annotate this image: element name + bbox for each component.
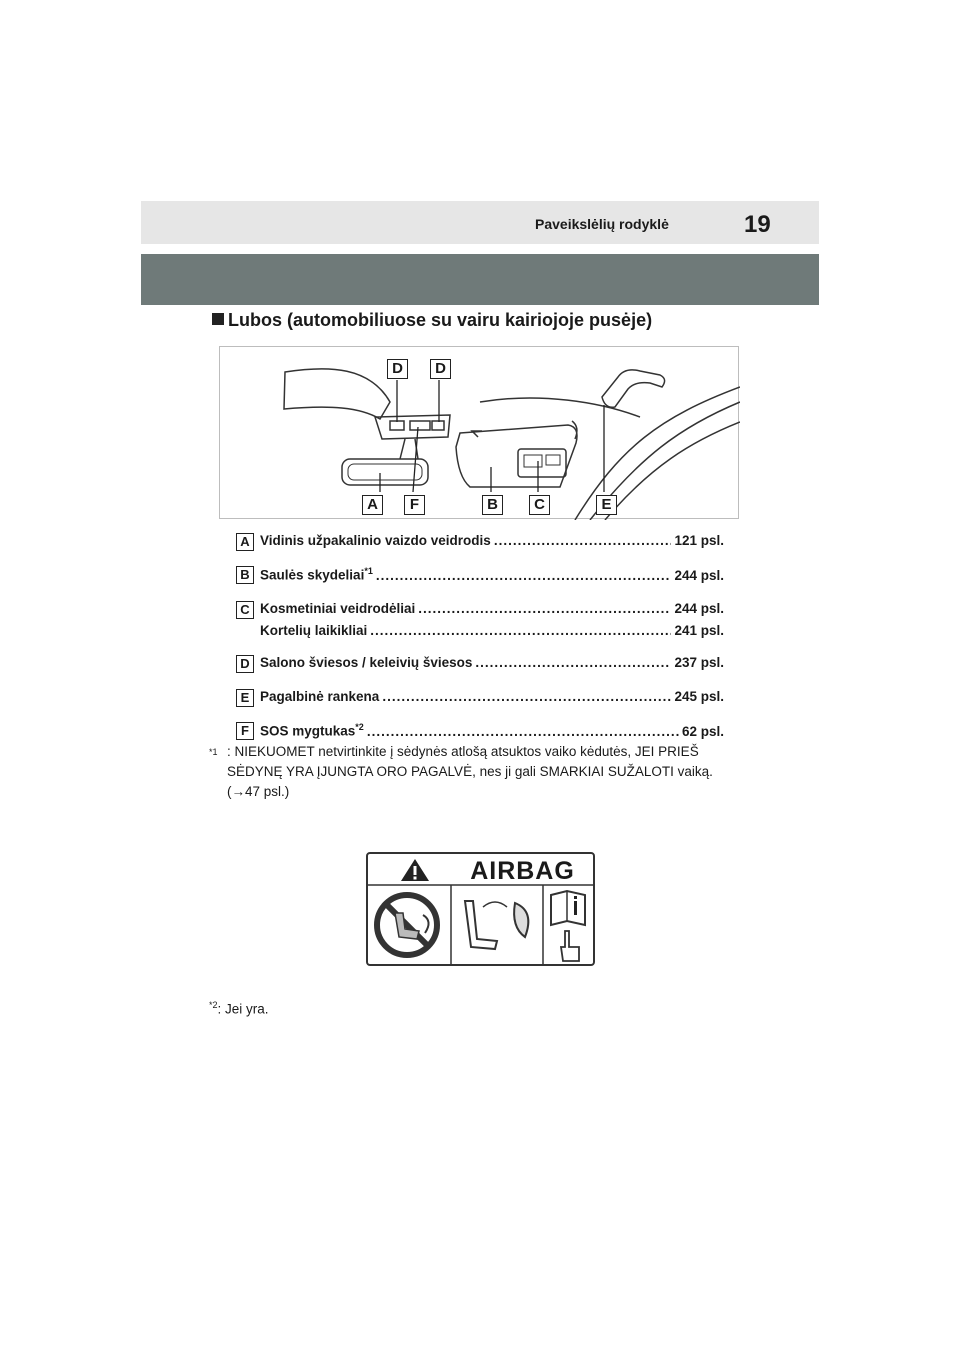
section-title-text: Lubos (automobiliuose su vairu kairiojoje pusėje) xyxy=(228,310,653,330)
legend-key-a: A xyxy=(236,533,724,555)
legend-entry-card-holders[interactable]: Kortelių laikikliai ..... 241 psl. xyxy=(260,623,724,643)
page-ref: 244 psl. xyxy=(674,567,724,583)
callout-c: C xyxy=(529,495,550,515)
callout-f: F xyxy=(404,495,425,515)
legend-key-f: F xyxy=(236,722,724,744)
callout-b: B xyxy=(482,495,503,515)
headliner-front xyxy=(284,369,390,419)
footnote-2-text: : Jei yra. xyxy=(217,1001,269,1017)
callout-e: E xyxy=(596,495,617,515)
light-right xyxy=(432,421,444,430)
page-ref: 245 psl. xyxy=(674,689,724,704)
footnote-1-mark: *1 xyxy=(209,747,218,757)
legend-entry-assist-grip[interactable]: Pagalbinė rankena ..... 245 psl. xyxy=(260,689,724,709)
legend-entry-sos-button[interactable]: SOS mygtukas$^{*2}$ ..... 62 psl. xyxy=(260,722,724,742)
legend-key-e: E xyxy=(236,689,724,711)
footnote-2 xyxy=(209,995,269,1020)
legend-key-b: B xyxy=(236,566,724,588)
ceiling-drawing xyxy=(220,347,740,520)
page-ref: 62 psl. xyxy=(681,723,724,739)
footnote-ref: *1 xyxy=(364,566,373,576)
section-title xyxy=(212,310,652,331)
legend-key-c: C xyxy=(236,601,724,623)
callout-d-left: D xyxy=(387,359,408,379)
square-bullet-icon xyxy=(212,313,224,325)
page-ref: 121 psl. xyxy=(674,533,724,548)
light-left xyxy=(390,421,404,430)
callout-a: A xyxy=(362,495,383,515)
footnote-2-mark: *2 xyxy=(209,1000,218,1010)
legend-entry-interior-lights[interactable]: Salono šviesos / keleivių šviesos ..... 237 psl. xyxy=(260,655,724,675)
legend-entry-vanity-mirrors[interactable]: Kosmetiniai veidrodėliai ..... 244 psl. xyxy=(260,601,724,621)
airbag-title: AIRBAG xyxy=(470,857,575,885)
manual-book-icon xyxy=(551,891,585,925)
page-number: 19 xyxy=(744,211,771,238)
callout-d-right: D xyxy=(430,359,451,379)
legend-key-d: D xyxy=(236,655,724,677)
ceiling-illustration xyxy=(219,346,739,519)
footnote-ref: *2 xyxy=(355,722,364,732)
airbag-warning-label xyxy=(365,851,596,967)
header-bar xyxy=(141,201,819,244)
page-ref: 244 psl. xyxy=(674,601,724,616)
legend-entry-rearview-mirror[interactable]: Vidinis užpakalinio vaizdo veidrodis ..... 121 psl. xyxy=(260,533,724,553)
section-band xyxy=(141,254,819,305)
assist-grip xyxy=(602,370,665,407)
page-ref: 237 psl. xyxy=(674,655,724,670)
footnote-1-text: : NIEKUOMET netvirtinkite į sėdynės atlošą atsuktos vaiko kėdutės, JEI PRIEŠ SĖDYNĘ YRA ĮJUNGTA ORO PAGALVĖ, nes ji gali SMARKIAI SUŽALOTI vaiką. (→47 psl.) xyxy=(227,744,713,799)
footnote-1 xyxy=(209,742,729,802)
page-ref: 241 psl. xyxy=(674,623,724,638)
sos-button-panel xyxy=(410,421,430,430)
header-title: Paveikslėlių rodyklė xyxy=(535,216,669,232)
legend-entry-sun-visors[interactable]: Saulės skydeliai$^{*1}$ ..... 244 psl. xyxy=(260,566,724,586)
